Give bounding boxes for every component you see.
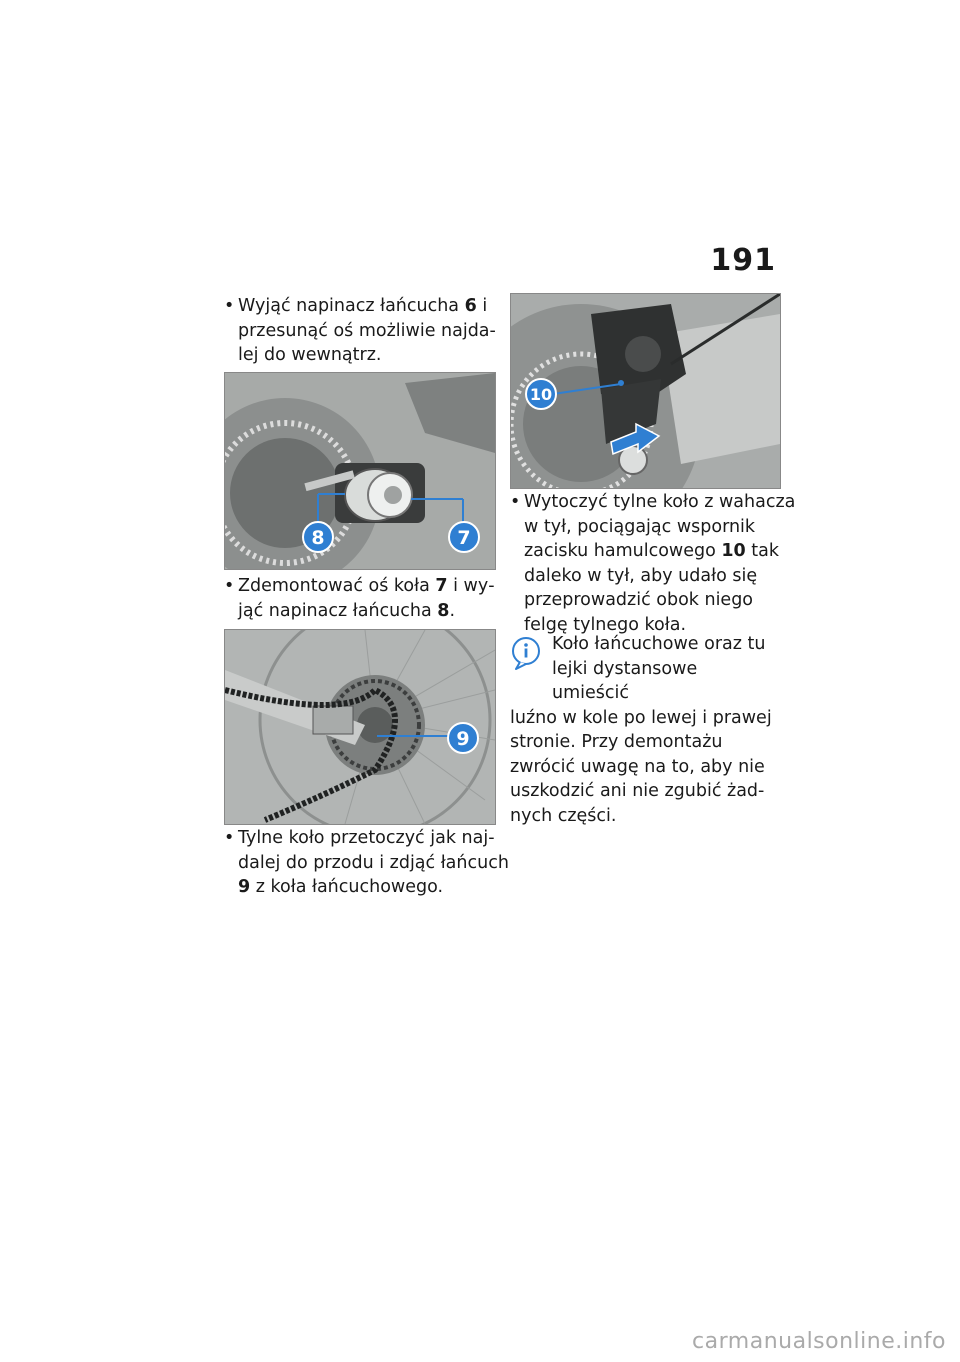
callout-8: 8 — [311, 527, 325, 549]
figure-chain-photo — [224, 629, 496, 825]
step-3-text: • Tylne koło przetoczyć jak najdalej do przodu i zdjąć łańcuch 9 z koła łańcuchowego. — [224, 826, 510, 900]
figure-axle-photo — [224, 372, 496, 570]
note-line-2: lejki dystansowe umieścić — [552, 658, 698, 703]
info-note — [510, 632, 778, 828]
watermark: carmanualsonline.info — [692, 1329, 946, 1354]
page-number: 191 — [710, 243, 776, 278]
callout-10: 10 — [529, 385, 553, 404]
note-line-1: Koło łańcuchowe oraz tu — [552, 634, 766, 654]
callout-7: 7 — [457, 527, 471, 549]
callout-ref-6: 6 — [464, 296, 477, 316]
callout-9: 9 — [456, 728, 470, 750]
step-2-text: • Zdemontować oś koła 7 i wyjąć napinacz łańcucha 8. — [224, 574, 510, 623]
callout-ref-9: 9 — [238, 877, 251, 897]
figure-caliper-photo — [510, 293, 781, 489]
step-1-text: • Wyjąć napinacz łańcucha 6 i przesunąć oś możliwie najdalej do wewnątrz. — [224, 294, 510, 368]
note-rest: luźno w kole po lewej i prawej stronie. Przy demontażu zwrócić uwagę na to, aby nie uszkodzić ani nie zgubić żadnych części. — [510, 707, 772, 826]
step-4-text: • Wytoczyć tylne koło z wahacza w tył, pociągając wspornik zacisku hamulcowego 10 tak daleko w tył, aby udało się przeprowadzić obok niego felgę tylnego koła. — [510, 490, 796, 637]
callout-ref-10: 10 — [721, 541, 746, 561]
callout-ref-8: 8 — [437, 600, 450, 621]
callout-ref-7: 7 — [435, 576, 448, 596]
